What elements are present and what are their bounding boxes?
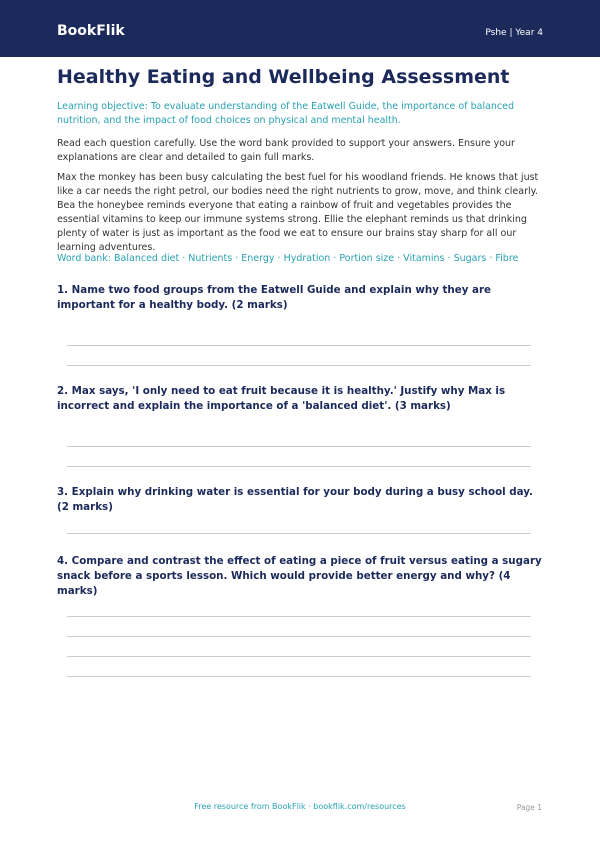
page-header bbox=[0, 0, 600, 57]
word-bank: Word bank: Balanced diet · Nutrients · Energy · Hydration · Portion size · Vitamins · Sugars · Fibre bbox=[57, 253, 519, 264]
story-passage: Max the monkey has been busy calculating the best fuel for his woodland friends. He knows that just like a car needs the right petrol, our bodies need the right nutrients to grow, move, and think clearly. Bea the honeybee reminds everyone that eating a rainbow of fruit and vegetables provides the essential vitamins to keep our immune systems strong. Ellie the elephant reminds us that drinking plenty of water is just as important as the food we eat to ensure our brains stay sharp for all our learning adventures. bbox=[57, 172, 539, 253]
brand-logo: BookFlik bbox=[57, 23, 125, 39]
answer-line[interactable] bbox=[67, 676, 531, 677]
answer-line[interactable] bbox=[67, 636, 531, 637]
answer-line[interactable] bbox=[67, 365, 531, 366]
answer-line[interactable] bbox=[67, 533, 531, 534]
answer-line[interactable] bbox=[67, 656, 531, 657]
subject-year: Pshe | Year 4 bbox=[485, 28, 543, 38]
answer-line[interactable] bbox=[67, 466, 531, 467]
page-title: Healthy Eating and Wellbeing Assessment bbox=[57, 66, 510, 88]
question-1: 1. Name two food groups from the Eatwell Guide and explain why they are important for a healthy body. (2 marks) bbox=[57, 284, 492, 311]
footer-link[interactable]: Free resource from BookFlik · bookflik.com/resources bbox=[194, 802, 406, 811]
page-number: Page 1 bbox=[516, 803, 542, 812]
answer-line[interactable] bbox=[67, 446, 531, 447]
question-2: 2. Max says, 'I only need to eat fruit because it is healthy.' Justify why Max is incorrect and explain the importance of a 'balanced diet'. (3 marks) bbox=[57, 385, 506, 412]
question-3: 3. Explain why drinking water is essential for your body during a busy school day. (2 marks) bbox=[57, 486, 533, 513]
learning-objective: Learning objective: To evaluate understanding of the Eatwell Guide, the importance of balanced nutrition, and the impact of food choices on physical and mental health. bbox=[57, 101, 515, 126]
answer-line[interactable] bbox=[67, 345, 531, 346]
question-4: 4. Compare and contrast the effect of eating a piece of fruit versus eating a sugary snack before a sports lesson. Which would provide better energy and why? (4 marks) bbox=[57, 555, 542, 597]
instructions: Read each question carefully. Use the word bank provided to support your answers. Ensure your explanations are clear and detailed to gain full marks. bbox=[57, 138, 515, 163]
answer-line[interactable] bbox=[67, 616, 531, 617]
